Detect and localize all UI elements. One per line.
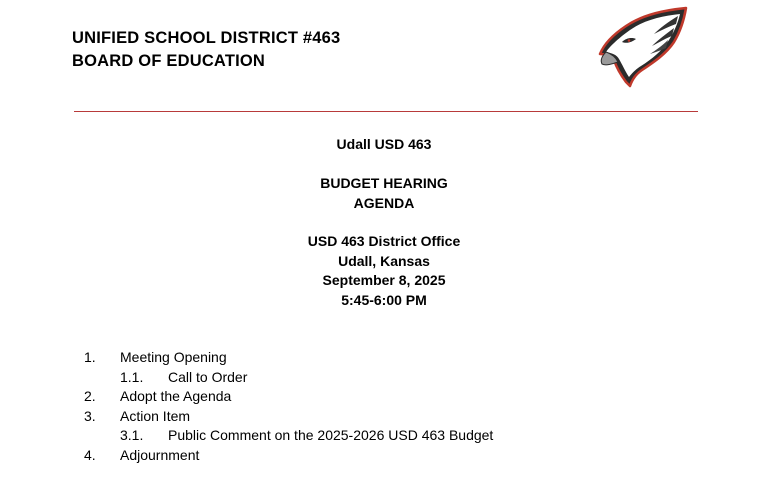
letterhead xyxy=(72,27,340,73)
agenda-title: AGENDA xyxy=(353,194,415,211)
agenda-item-text: Adopt the Agenda xyxy=(120,388,232,404)
meeting-location: USD 463 District Office xyxy=(307,233,461,249)
eagle-head-logo-icon xyxy=(596,4,688,88)
meeting-date: September 8, 2025 xyxy=(322,272,446,288)
district-heading: Udall USD 463 xyxy=(336,136,432,152)
meeting-city: Udall, Kansas xyxy=(338,252,430,269)
district-name: UNIFIED SCHOOL DISTRICT #463 xyxy=(72,29,341,47)
agenda-item-text: Action Item xyxy=(120,407,191,424)
agenda-item-number: 3.1. xyxy=(120,427,144,443)
agenda-item-text: Call to Order xyxy=(168,368,248,385)
agenda-item-number: 2. xyxy=(84,388,96,404)
meeting-time: 5:45-6:00 PM xyxy=(341,291,427,308)
board-name: BOARD OF EDUCATION xyxy=(72,52,266,70)
agenda-item-number: 3. xyxy=(84,407,96,424)
agenda-item-number: 1. xyxy=(84,349,96,365)
letterhead-divider xyxy=(74,111,698,112)
agenda-item-number: 4. xyxy=(84,446,96,463)
hearing-title: BUDGET HEARING xyxy=(320,175,448,191)
agenda-item-number: 1.1. xyxy=(120,368,144,385)
agenda-item-text: Public Comment on the 2025-2026 USD 463 Budget xyxy=(168,427,494,443)
agenda-item-text: Meeting Opening xyxy=(120,349,227,365)
agenda-item-text: Adjournment xyxy=(120,446,200,463)
